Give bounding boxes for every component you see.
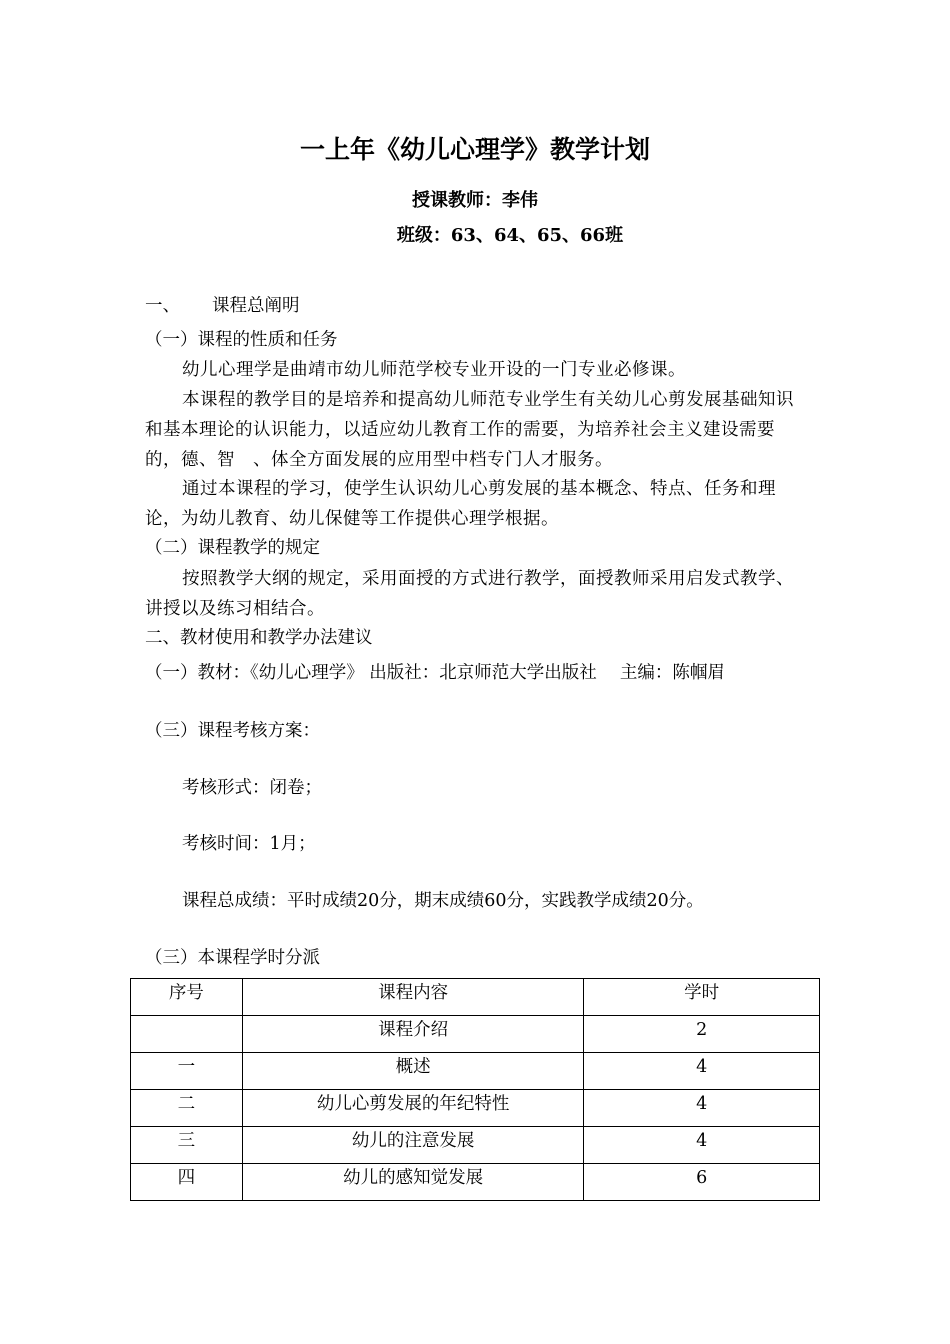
cell-no: 三 — [131, 1127, 243, 1164]
hours-heading: （三）本课程学时分派 — [145, 948, 320, 968]
subsection-nature-heading: （一）课程的性质和任务 — [145, 330, 338, 350]
assessment-form: 考核形式：闭卷； — [182, 778, 322, 798]
cell-hours: 2 — [584, 1016, 820, 1053]
document-title: 一上年《幼儿心理学》教学计划 — [299, 135, 650, 164]
cell-content: 幼儿心剪发展的年纪特性 — [242, 1090, 583, 1127]
paragraph-course-intro: 幼儿心理学是曲靖市幼儿师范学校专业开设的一门专业必修课。 — [182, 360, 686, 380]
cell-hours: 4 — [584, 1127, 820, 1164]
table-row — [131, 1016, 820, 1053]
table-row — [131, 1090, 820, 1127]
assessment-time: 考核时间：1月； — [182, 834, 316, 854]
header-hours: 学时 — [584, 979, 820, 1016]
table-header-row — [131, 979, 820, 1016]
cell-no: 四 — [131, 1164, 243, 1201]
cell-no — [131, 1016, 243, 1053]
table-row — [131, 1164, 820, 1201]
cell-no: 二 — [131, 1090, 243, 1127]
section2-heading: 二、教材使用和教学办法建议 — [145, 628, 373, 648]
assessment-heading: （三）课程考核方案： — [145, 721, 320, 741]
header-no: 序号 — [131, 979, 243, 1016]
cell-hours: 4 — [584, 1090, 820, 1127]
paragraph-course-goal: 本课程的教学目的是培养和提高幼儿师范专业学生有关幼儿心剪发展基础知识和基本理论的认识能力，以适应幼儿教育工作的需要，为培养社会主义建设需要的，德、智 、体全方面发展的应用型中档专门人才服务。 — [145, 390, 794, 470]
textbook-line: （一）教材：《幼儿心理学》 出版社：北京师范大学出版社 主编：陈帼眉 — [145, 663, 725, 683]
cell-hours: 4 — [584, 1053, 820, 1090]
assessment-grades: 课程总成绩：平时成绩20分，期末成绩60分，实践教学成绩20分。 — [182, 891, 704, 911]
cell-hours: 6 — [584, 1164, 820, 1201]
table-row — [131, 1127, 820, 1164]
cell-content: 课程介绍 — [242, 1016, 583, 1053]
cell-content: 幼儿的注意发展 — [242, 1127, 583, 1164]
table-row — [131, 1053, 820, 1090]
section1-number: 一、 — [145, 296, 180, 316]
cell-content: 概述 — [242, 1053, 583, 1090]
header-content: 课程内容 — [242, 979, 583, 1016]
paragraph-teaching-rules: 按照教学大纲的规定，采用面授的方式进行教学，面授教师采用启发式教学、讲授以及练习相结合。 — [145, 569, 794, 619]
hours-table — [130, 978, 820, 1201]
subsection-rules-heading: （二）课程教学的规定 — [145, 538, 320, 558]
class-line: 班级：63、64、65、66班 — [396, 225, 624, 246]
cell-content: 幼儿的感知觉发展 — [242, 1164, 583, 1201]
paragraph-course-outcome: 通过本课程的学习，使学生认识幼儿心剪发展的基本概念、特点、任务和理论，为幼儿教育、幼儿保健等工作提供心理学根据。 — [145, 479, 776, 529]
section1-heading: 课程总阐明 — [212, 296, 300, 316]
cell-no: 一 — [131, 1053, 243, 1090]
teacher-line: 授课教师：李伟 — [412, 190, 538, 211]
